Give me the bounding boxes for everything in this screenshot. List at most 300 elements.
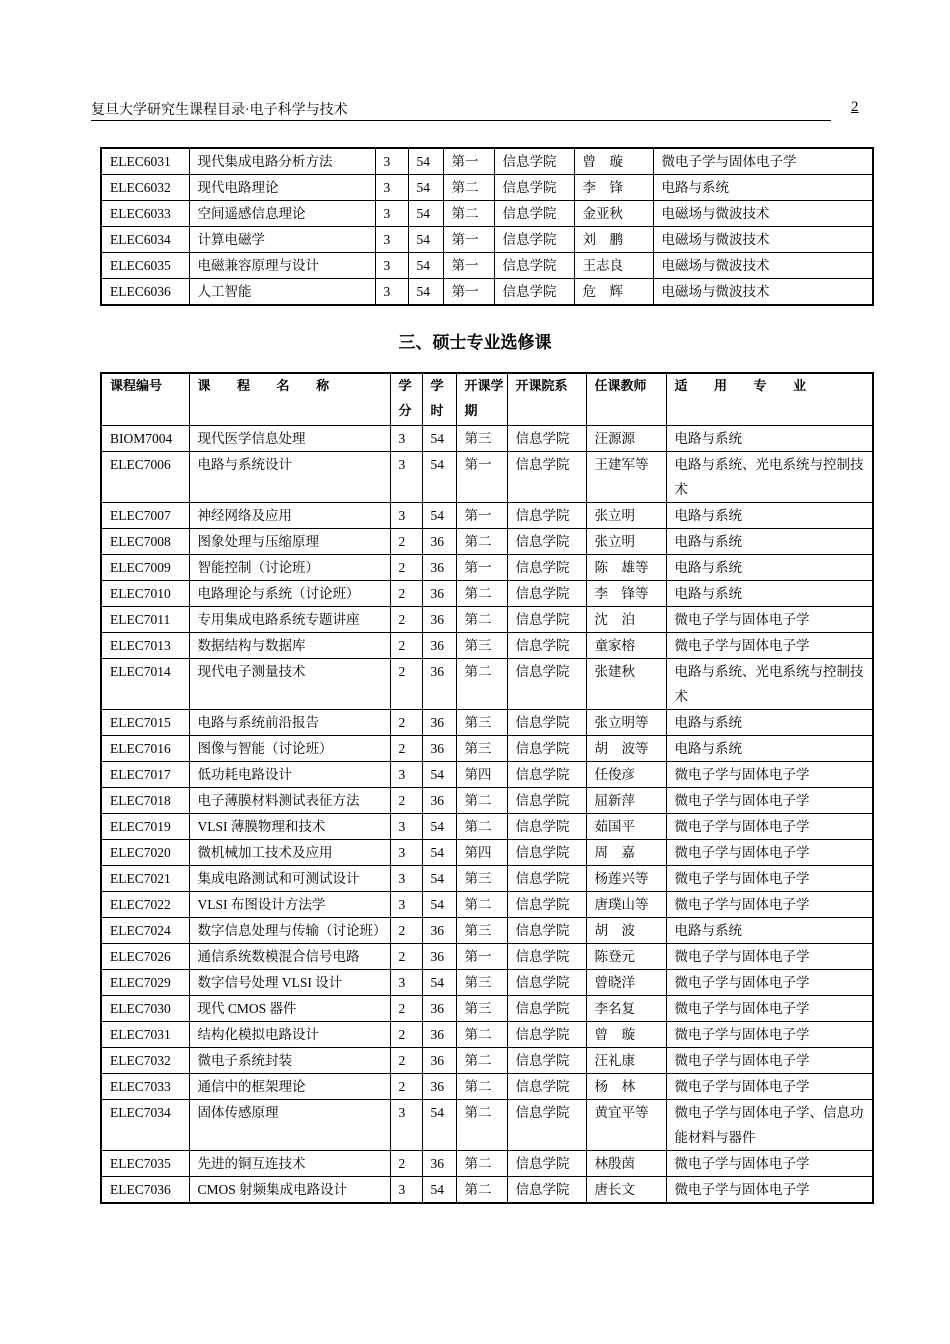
credits-cell: 2	[390, 606, 422, 632]
hours-cell: 36	[422, 787, 456, 813]
course-code-cell: ELEC7029	[101, 969, 189, 995]
table-row	[101, 813, 873, 839]
semester-cell: 第二	[456, 787, 507, 813]
credits-cell: 2	[390, 1150, 422, 1176]
semester-cell: 第二	[456, 813, 507, 839]
hours-cell: 36	[422, 528, 456, 554]
col-header-major: 适 用 专 业	[666, 373, 873, 425]
department-cell: 信息学院	[507, 787, 586, 813]
course-code-cell: ELEC7006	[101, 451, 189, 502]
major-cell: 电磁场与微波技术	[653, 201, 873, 227]
course-code-cell: ELEC7021	[101, 865, 189, 891]
department-cell: 信息学院	[507, 528, 586, 554]
course-name-cell: 电路与系统设计	[189, 451, 390, 502]
major-cell: 电路与系统	[666, 580, 873, 606]
semester-cell: 第一	[443, 279, 494, 306]
department-cell: 信息学院	[507, 813, 586, 839]
course-name-cell: 神经网络及应用	[189, 502, 390, 528]
teacher-cell: 周 嘉	[586, 839, 666, 865]
course-code-cell: ELEC7033	[101, 1073, 189, 1099]
major-cell: 电磁场与微波技术	[653, 253, 873, 279]
credits-cell: 3	[375, 148, 408, 175]
credits-cell: 3	[390, 865, 422, 891]
page-number: 2	[851, 99, 859, 115]
course-code-cell: ELEC7010	[101, 580, 189, 606]
course-code-cell: ELEC7016	[101, 735, 189, 761]
department-cell: 信息学院	[507, 1150, 586, 1176]
course-name-cell: 数字信号处理 VLSI 设计	[189, 969, 390, 995]
course-name-cell: 电子薄膜材料测试表征方法	[189, 787, 390, 813]
table-row	[101, 528, 873, 554]
credits-cell: 2	[390, 943, 422, 969]
credits-cell: 3	[390, 839, 422, 865]
course-code-cell: ELEC6035	[101, 253, 189, 279]
credits-cell: 2	[390, 995, 422, 1021]
course-name-cell: VLSI 布图设计方法学	[189, 891, 390, 917]
course-code-cell: ELEC6036	[101, 279, 189, 306]
hours-cell: 54	[422, 839, 456, 865]
major-cell: 微电子学与固体电子学	[666, 969, 873, 995]
teacher-cell: 李 锋等	[586, 580, 666, 606]
department-cell: 信息学院	[507, 1047, 586, 1073]
course-name-cell: 数字信息处理与传输（讨论班）	[189, 917, 390, 943]
course-code-cell: ELEC7036	[101, 1176, 189, 1203]
hours-cell: 36	[422, 580, 456, 606]
table-row	[101, 425, 873, 451]
course-name-cell: 集成电路测试和可测试设计	[189, 865, 390, 891]
course-code-cell: ELEC7018	[101, 787, 189, 813]
credits-cell: 3	[390, 502, 422, 528]
teacher-cell: 李名复	[586, 995, 666, 1021]
credits-cell: 3	[390, 1099, 422, 1150]
header-title: 复旦大学研究生课程目录·电子科学与技术	[91, 103, 348, 118]
credits-cell: 3	[390, 451, 422, 502]
course-name-cell: 通信中的框架理论	[189, 1073, 390, 1099]
hours-cell: 54	[422, 865, 456, 891]
table-row	[101, 1021, 873, 1047]
department-cell: 信息学院	[494, 148, 574, 175]
table-row	[101, 554, 873, 580]
course-table-1	[100, 147, 874, 306]
department-cell: 信息学院	[507, 995, 586, 1021]
department-cell: 信息学院	[507, 580, 586, 606]
course-code-cell: ELEC7015	[101, 709, 189, 735]
course-code-cell: ELEC7013	[101, 632, 189, 658]
department-cell: 信息学院	[494, 227, 574, 253]
course-code-cell: ELEC7020	[101, 839, 189, 865]
course-code-cell: BIOM7004	[101, 425, 189, 451]
table-row	[101, 201, 873, 227]
semester-cell: 第一	[443, 227, 494, 253]
major-cell: 微电子学与固体电子学	[666, 1176, 873, 1203]
major-cell: 微电子学与固体电子学	[666, 943, 873, 969]
credits-cell: 3	[390, 813, 422, 839]
course-table-2	[100, 372, 874, 1204]
major-cell: 微电子学与固体电子学	[666, 1047, 873, 1073]
course-name-cell: 通信系统数模混合信号电路	[189, 943, 390, 969]
hours-cell: 54	[422, 425, 456, 451]
course-name-cell: 微电子系统封装	[189, 1047, 390, 1073]
table-row	[101, 891, 873, 917]
col-header-name: 课 程 名 称	[189, 373, 390, 425]
semester-cell: 第三	[456, 969, 507, 995]
course-code-cell: ELEC7035	[101, 1150, 189, 1176]
credits-cell: 2	[390, 528, 422, 554]
hours-cell: 36	[422, 1073, 456, 1099]
major-cell: 微电子学与固体电子学	[666, 1021, 873, 1047]
teacher-cell: 汪礼康	[586, 1047, 666, 1073]
course-name-cell: 计算电磁学	[189, 227, 375, 253]
credits-cell: 2	[390, 787, 422, 813]
table-row	[101, 580, 873, 606]
semester-cell: 第二	[456, 1073, 507, 1099]
major-cell: 微电子学与固体电子学	[666, 761, 873, 787]
credits-cell: 3	[375, 253, 408, 279]
hours-cell: 54	[408, 148, 443, 175]
department-cell: 信息学院	[507, 761, 586, 787]
department-cell: 信息学院	[507, 502, 586, 528]
hours-cell: 54	[422, 1176, 456, 1203]
department-cell: 信息学院	[507, 658, 586, 709]
teacher-cell: 杨莲兴等	[586, 865, 666, 891]
teacher-cell: 王志良	[574, 253, 653, 279]
major-cell: 微电子学与固体电子学	[666, 632, 873, 658]
major-cell: 电路与系统、光电系统与控制技术	[666, 658, 873, 709]
major-cell: 电路与系统、光电系统与控制技术	[666, 451, 873, 502]
teacher-cell: 陈登元	[586, 943, 666, 969]
major-cell: 微电子学与固体电子学	[666, 891, 873, 917]
teacher-cell: 屈新萍	[586, 787, 666, 813]
department-cell: 信息学院	[507, 839, 586, 865]
credits-cell: 3	[375, 279, 408, 306]
semester-cell: 第二	[456, 528, 507, 554]
department-cell: 信息学院	[507, 554, 586, 580]
hours-cell: 36	[422, 554, 456, 580]
semester-cell: 第三	[456, 995, 507, 1021]
department-cell: 信息学院	[507, 1099, 586, 1150]
major-cell: 电磁场与微波技术	[653, 227, 873, 253]
section-title: 三、硕士专业选修课	[398, 333, 552, 353]
hours-cell: 54	[422, 813, 456, 839]
credits-cell: 3	[390, 425, 422, 451]
teacher-cell: 张立明	[586, 528, 666, 554]
major-cell: 电路与系统	[666, 425, 873, 451]
course-name-cell: 专用集成电路系统专题讲座	[189, 606, 390, 632]
course-code-cell: ELEC7024	[101, 917, 189, 943]
department-cell: 信息学院	[507, 943, 586, 969]
table-row	[101, 1099, 873, 1150]
teacher-cell: 林殷茵	[586, 1150, 666, 1176]
hours-cell: 54	[422, 891, 456, 917]
table-row	[101, 148, 873, 175]
hours-cell: 54	[408, 279, 443, 306]
course-name-cell: 人工智能	[189, 279, 375, 306]
table-row	[101, 632, 873, 658]
credits-cell: 2	[390, 917, 422, 943]
table-row	[101, 787, 873, 813]
semester-cell: 第一	[443, 148, 494, 175]
table-row	[101, 227, 873, 253]
major-cell: 电路与系统	[666, 917, 873, 943]
hours-cell: 36	[422, 917, 456, 943]
major-cell: 微电子学与固体电子学	[666, 1073, 873, 1099]
major-cell: 电磁场与微波技术	[653, 279, 873, 306]
semester-cell: 第一	[456, 554, 507, 580]
table-row	[101, 735, 873, 761]
credits-cell: 3	[390, 969, 422, 995]
department-cell: 信息学院	[494, 175, 574, 201]
teacher-cell: 李 锋	[574, 175, 653, 201]
table-row	[101, 175, 873, 201]
teacher-cell: 杨 林	[586, 1073, 666, 1099]
teacher-cell: 胡 波	[586, 917, 666, 943]
semester-cell: 第二	[456, 1021, 507, 1047]
teacher-cell: 张建秋	[586, 658, 666, 709]
hours-cell: 36	[422, 1021, 456, 1047]
hours-cell: 36	[422, 995, 456, 1021]
major-cell: 电路与系统	[666, 554, 873, 580]
teacher-cell: 胡 波等	[586, 735, 666, 761]
course-name-cell: 现代集成电路分析方法	[189, 148, 375, 175]
credits-cell: 2	[390, 632, 422, 658]
department-cell: 信息学院	[507, 709, 586, 735]
table-row	[101, 253, 873, 279]
hours-cell: 54	[408, 175, 443, 201]
course-code-cell: ELEC7031	[101, 1021, 189, 1047]
department-cell: 信息学院	[507, 425, 586, 451]
table-row	[101, 943, 873, 969]
hours-cell: 54	[408, 227, 443, 253]
course-name-cell: 先进的铜互连技术	[189, 1150, 390, 1176]
semester-cell: 第二	[456, 1047, 507, 1073]
hours-cell: 54	[408, 201, 443, 227]
table-row	[101, 502, 873, 528]
hours-cell: 36	[422, 632, 456, 658]
teacher-cell: 金亚秋	[574, 201, 653, 227]
teacher-cell: 危 辉	[574, 279, 653, 306]
page-header	[91, 98, 831, 121]
semester-cell: 第二	[456, 891, 507, 917]
course-code-cell: ELEC7034	[101, 1099, 189, 1150]
credits-cell: 2	[390, 554, 422, 580]
hours-cell: 36	[422, 606, 456, 632]
course-name-cell: 低功耗电路设计	[189, 761, 390, 787]
major-cell: 电路与系统	[666, 502, 873, 528]
hours-cell: 36	[422, 658, 456, 709]
course-name-cell: CMOS 射频集成电路设计	[189, 1176, 390, 1203]
credits-cell: 3	[390, 761, 422, 787]
course-name-cell: 现代电子测量技术	[189, 658, 390, 709]
department-cell: 信息学院	[507, 451, 586, 502]
semester-cell: 第三	[456, 735, 507, 761]
course-name-cell: 数据结构与数据库	[189, 632, 390, 658]
semester-cell: 第二	[456, 580, 507, 606]
credits-cell: 3	[390, 891, 422, 917]
table-row	[101, 1150, 873, 1176]
semester-cell: 第一	[443, 253, 494, 279]
course-name-cell: 电路理论与系统（讨论班）	[189, 580, 390, 606]
department-cell: 信息学院	[507, 1176, 586, 1203]
course-name-cell: 现代医学信息处理	[189, 425, 390, 451]
hours-cell: 36	[422, 709, 456, 735]
department-cell: 信息学院	[507, 606, 586, 632]
semester-cell: 第二	[443, 201, 494, 227]
department-cell: 信息学院	[494, 253, 574, 279]
department-cell: 信息学院	[494, 201, 574, 227]
hours-cell: 36	[422, 1150, 456, 1176]
table-row	[101, 606, 873, 632]
hours-cell: 54	[422, 451, 456, 502]
teacher-cell: 张立明等	[586, 709, 666, 735]
hours-cell: 36	[422, 943, 456, 969]
course-code-cell: ELEC7022	[101, 891, 189, 917]
course-name-cell: 电磁兼容原理与设计	[189, 253, 375, 279]
department-cell: 信息学院	[507, 1021, 586, 1047]
teacher-cell: 刘 鹏	[574, 227, 653, 253]
department-cell: 信息学院	[507, 1073, 586, 1099]
course-name-cell: 现代 CMOS 器件	[189, 995, 390, 1021]
credits-cell: 2	[390, 1021, 422, 1047]
major-cell: 微电子学与固体电子学	[653, 148, 873, 175]
credits-cell: 2	[390, 1073, 422, 1099]
major-cell: 微电子学与固体电子学、信息功能材料与器件	[666, 1099, 873, 1150]
semester-cell: 第二	[456, 606, 507, 632]
hours-cell: 54	[422, 1099, 456, 1150]
course-name-cell: 微机械加工技术及应用	[189, 839, 390, 865]
credits-cell: 2	[390, 658, 422, 709]
course-code-cell: ELEC7032	[101, 1047, 189, 1073]
course-name-cell: 现代电路理论	[189, 175, 375, 201]
course-name-cell: 结构化模拟电路设计	[189, 1021, 390, 1047]
major-cell: 电路与系统	[666, 709, 873, 735]
course-name-cell: 图像与智能（讨论班）	[189, 735, 390, 761]
course-name-cell: 固体传感原理	[189, 1099, 390, 1150]
teacher-cell: 沈 泊	[586, 606, 666, 632]
hours-cell: 36	[422, 1047, 456, 1073]
table-row	[101, 279, 873, 306]
table-row	[101, 709, 873, 735]
table-row	[101, 658, 873, 709]
department-cell: 信息学院	[507, 735, 586, 761]
table-row	[101, 761, 873, 787]
table-row	[101, 451, 873, 502]
course-name-cell: 电路与系统前沿报告	[189, 709, 390, 735]
hours-cell: 54	[422, 761, 456, 787]
teacher-cell: 曾晓洋	[586, 969, 666, 995]
teacher-cell: 曾 璇	[586, 1021, 666, 1047]
credits-cell: 3	[375, 175, 408, 201]
semester-cell: 第四	[456, 761, 507, 787]
semester-cell: 第一	[456, 943, 507, 969]
teacher-cell: 黄宜平等	[586, 1099, 666, 1150]
teacher-cell: 童家榕	[586, 632, 666, 658]
credits-cell: 3	[390, 1176, 422, 1203]
course-code-cell: ELEC7030	[101, 995, 189, 1021]
course-code-cell: ELEC6034	[101, 227, 189, 253]
major-cell: 微电子学与固体电子学	[666, 865, 873, 891]
col-header-semester: 开课学期	[456, 373, 507, 425]
credits-cell: 3	[375, 201, 408, 227]
table-row	[101, 1176, 873, 1203]
teacher-cell: 唐长文	[586, 1176, 666, 1203]
course-name-cell: 空间遥感信息理论	[189, 201, 375, 227]
col-header-code: 课程编号	[101, 373, 189, 425]
credits-cell: 2	[390, 580, 422, 606]
course-name-cell: VLSI 薄膜物理和技术	[189, 813, 390, 839]
table-row	[101, 969, 873, 995]
hours-cell: 54	[422, 969, 456, 995]
semester-cell: 第三	[456, 917, 507, 943]
semester-cell: 第三	[456, 865, 507, 891]
course-code-cell: ELEC7007	[101, 502, 189, 528]
course-code-cell: ELEC7017	[101, 761, 189, 787]
course-code-cell: ELEC7011	[101, 606, 189, 632]
table-row	[101, 917, 873, 943]
teacher-cell: 张立明	[586, 502, 666, 528]
table-row	[101, 1047, 873, 1073]
teacher-cell: 王建军等	[586, 451, 666, 502]
major-cell: 微电子学与固体电子学	[666, 606, 873, 632]
credits-cell: 3	[375, 227, 408, 253]
course-code-cell: ELEC7026	[101, 943, 189, 969]
major-cell: 微电子学与固体电子学	[666, 787, 873, 813]
col-header-hours: 学时	[422, 373, 456, 425]
teacher-cell: 曾 璇	[574, 148, 653, 175]
department-cell: 信息学院	[507, 969, 586, 995]
credits-cell: 2	[390, 709, 422, 735]
semester-cell: 第三	[456, 425, 507, 451]
major-cell: 微电子学与固体电子学	[666, 1150, 873, 1176]
col-header-credits: 学分	[390, 373, 422, 425]
semester-cell: 第一	[456, 451, 507, 502]
teacher-cell: 任俊彦	[586, 761, 666, 787]
semester-cell: 第二	[456, 1099, 507, 1150]
teacher-cell: 汪源源	[586, 425, 666, 451]
major-cell: 电路与系统	[666, 528, 873, 554]
course-code-cell: ELEC6031	[101, 148, 189, 175]
semester-cell: 第二	[456, 658, 507, 709]
major-cell: 微电子学与固体电子学	[666, 839, 873, 865]
department-cell: 信息学院	[494, 279, 574, 306]
course-code-cell: ELEC6032	[101, 175, 189, 201]
department-cell: 信息学院	[507, 632, 586, 658]
table-row	[101, 1073, 873, 1099]
teacher-cell: 唐璞山等	[586, 891, 666, 917]
course-code-cell: ELEC6033	[101, 201, 189, 227]
semester-cell: 第二	[456, 1150, 507, 1176]
major-cell: 电路与系统	[666, 735, 873, 761]
credits-cell: 2	[390, 1047, 422, 1073]
col-header-teacher: 任课教师	[586, 373, 666, 425]
semester-cell: 第二	[456, 1176, 507, 1203]
teacher-cell: 陈 雄等	[586, 554, 666, 580]
table-header-row	[101, 373, 873, 425]
semester-cell: 第二	[443, 175, 494, 201]
table-row	[101, 995, 873, 1021]
major-cell: 电路与系统	[653, 175, 873, 201]
course-name-cell: 智能控制（讨论班）	[189, 554, 390, 580]
major-cell: 微电子学与固体电子学	[666, 813, 873, 839]
department-cell: 信息学院	[507, 865, 586, 891]
hours-cell: 36	[422, 735, 456, 761]
semester-cell: 第三	[456, 632, 507, 658]
major-cell: 微电子学与固体电子学	[666, 995, 873, 1021]
department-cell: 信息学院	[507, 917, 586, 943]
department-cell: 信息学院	[507, 891, 586, 917]
col-header-department: 开课院系	[507, 373, 586, 425]
course-code-cell: ELEC7019	[101, 813, 189, 839]
credits-cell: 2	[390, 735, 422, 761]
